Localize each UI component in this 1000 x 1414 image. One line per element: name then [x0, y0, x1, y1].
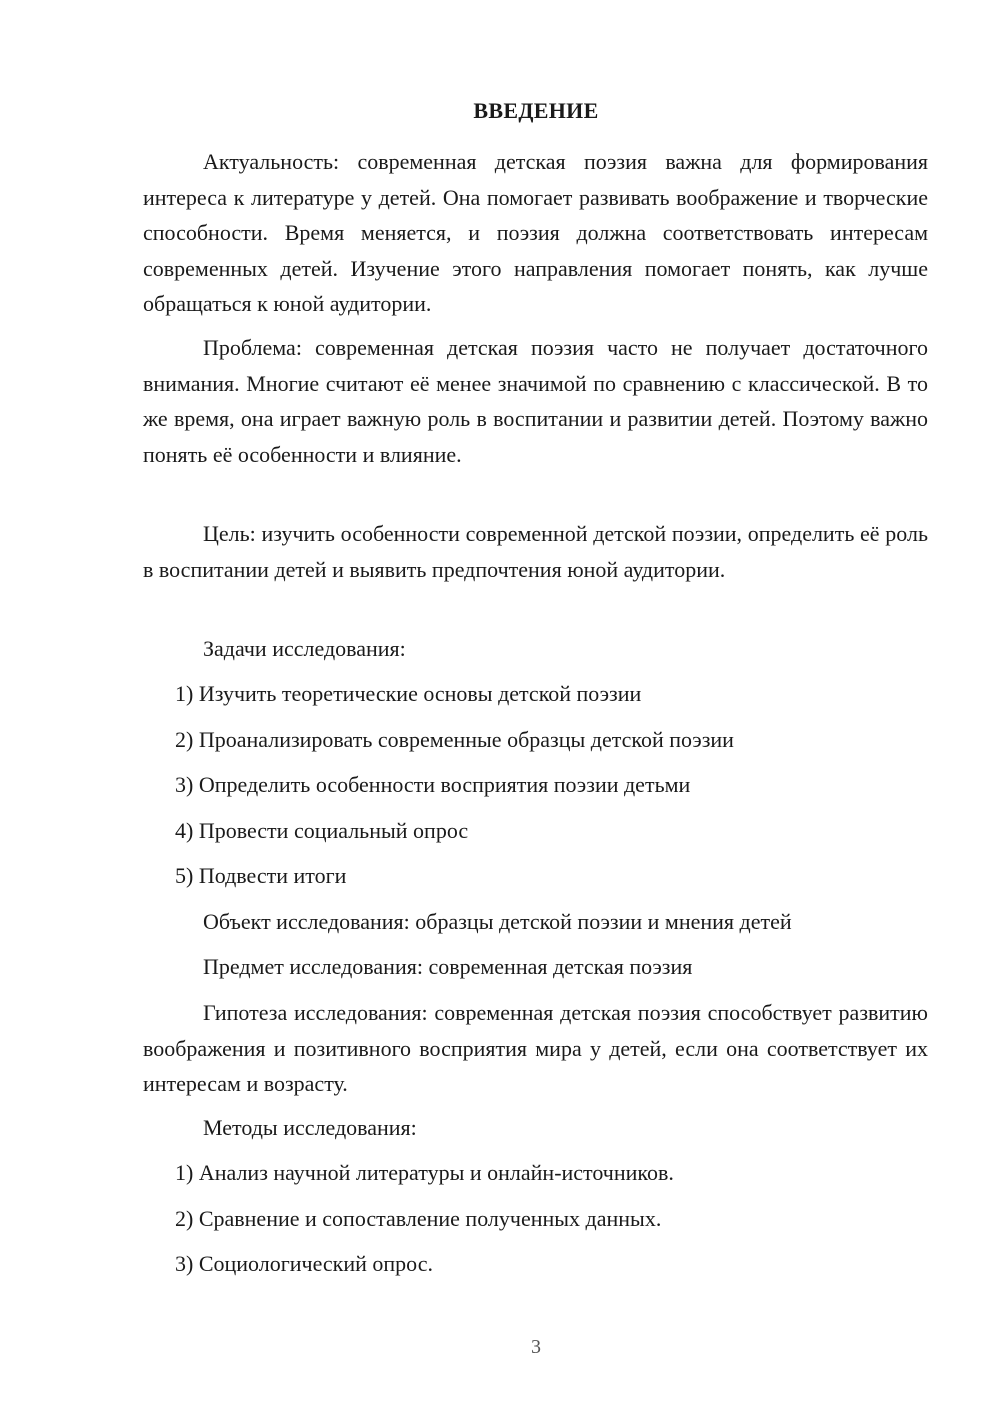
hypothesis-paragraph: Гипотеза исследования: современная детская поэзия способствует развитию воображения и позитивного восприятия мира у детей, если она соответствует их интересам и возрасту.	[143, 1000, 928, 1096]
relevance-paragraph: Актуальность: современная детская поэзия важна для формирования интереса к литературе у детей. Она помогает развивать воображение и творческие способности. Время меняется, и поэзия должна соответствовать интересам современных детей. Изучение этого направления помогает понять, как лучше обращаться к юной аудитории.	[143, 149, 928, 316]
list-item: 4) Провести социальный опрос	[175, 818, 469, 843]
list-item: 1) Анализ научной литературы и онлайн-источников.	[175, 1160, 674, 1185]
list-item: 2) Проанализировать современные образцы детской поэзии	[175, 727, 734, 752]
problem-paragraph: Проблема: современная детская поэзия часто не получает достаточного внимания. Многие считают её менее значимой по сравнению с классической. В то же время, она играет важную роль в воспитании и развитии детей. Поэтому важно понять её особенности и влияние.	[143, 335, 928, 467]
list-item: 2) Сравнение и сопоставление полученных данных.	[175, 1206, 662, 1231]
page-number: 3	[531, 1336, 541, 1358]
list-item: 3) Социологический опрос.	[175, 1251, 433, 1276]
research-subject: Предмет исследования: современная детская поэзия	[203, 954, 693, 979]
goal-paragraph: Цель: изучить особенности современной детской поэзии, определить её роль в воспитании детей и выявить предпочтения юной аудитории.	[143, 521, 928, 582]
list-item: 1) Изучить теоретические основы детской поэзии	[175, 681, 642, 706]
research-object: Объект исследования: образцы детской поэзии и мнения детей	[203, 909, 792, 934]
page-title: ВВЕДЕНИЕ	[473, 98, 599, 123]
list-item: 3) Определить особенности восприятия поэзии детьми	[175, 772, 691, 797]
methods-heading: Методы исследования:	[203, 1115, 417, 1140]
list-item: 5) Подвести итоги	[175, 863, 347, 888]
tasks-heading: Задачи исследования:	[203, 636, 406, 661]
